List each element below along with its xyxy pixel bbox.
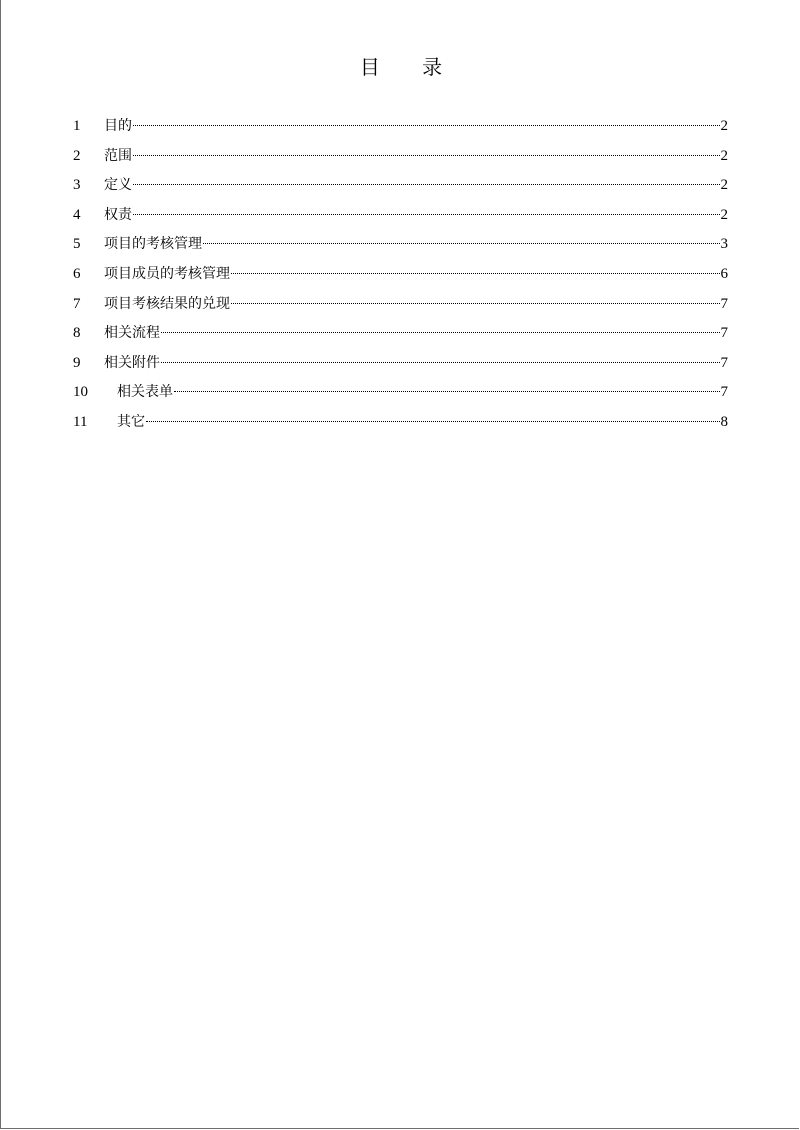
toc-title: 目 录 <box>359 55 461 79</box>
toc-entry[interactable] <box>73 201 728 231</box>
toc-entry-number: 8 <box>73 325 81 342</box>
toc-entry-number: 7 <box>73 295 81 312</box>
toc-dot-leader <box>133 183 720 185</box>
toc-entry-label: 定义 <box>104 177 132 194</box>
toc-entry[interactable] <box>73 349 728 379</box>
toc-entry-number: 2 <box>73 147 81 164</box>
toc-entry-label: 权责 <box>104 206 132 223</box>
toc-entry-label: 其它 <box>117 413 145 430</box>
toc-entry-label: 范围 <box>104 147 132 164</box>
toc-entry-label: 项目成员的考核管理 <box>104 265 230 282</box>
toc-entry-number: 6 <box>73 265 81 282</box>
toc-entry[interactable] <box>73 112 728 142</box>
toc-entry-page: 7 <box>720 384 728 401</box>
toc-dot-leader <box>231 302 720 304</box>
toc-entry-label: 目的 <box>104 118 132 134</box>
toc-entry-page: 2 <box>720 206 728 223</box>
toc-dot-leader <box>161 361 720 363</box>
toc-entry[interactable] <box>73 319 728 349</box>
toc-entry-number: 9 <box>73 354 81 371</box>
toc-entry-label: 相关表单 <box>117 384 173 401</box>
toc-entry[interactable] <box>73 378 728 408</box>
toc-entry[interactable] <box>73 290 728 320</box>
toc-entry-page: 2 <box>720 118 728 134</box>
toc-entry-label: 相关附件 <box>104 354 160 371</box>
toc-dot-leader <box>133 154 720 156</box>
toc-entry-number: 4 <box>73 206 81 223</box>
toc-entry-label: 项目考核结果的兑现 <box>104 295 230 312</box>
toc-entry-page: 7 <box>720 295 728 312</box>
toc-entry[interactable] <box>73 260 728 290</box>
toc-entry[interactable] <box>73 230 728 260</box>
toc-entry-page: 7 <box>720 354 728 371</box>
toc-entry-number: 5 <box>73 236 81 253</box>
toc-dot-leader <box>133 124 720 126</box>
toc-entry-label: 相关流程 <box>104 325 160 342</box>
toc-entry[interactable] <box>73 142 728 172</box>
toc-entry-label: 项目的考核管理 <box>104 236 202 253</box>
toc-entry-number: 3 <box>73 177 81 194</box>
toc-entry-number: 10 <box>73 384 88 401</box>
toc-entry[interactable] <box>73 171 728 201</box>
toc-entry-page: 2 <box>720 147 728 164</box>
toc-entry-number: 11 <box>73 413 88 430</box>
toc-dot-leader <box>203 242 720 244</box>
toc-list <box>73 112 728 438</box>
toc-dot-leader <box>146 420 720 422</box>
toc-dot-leader <box>174 390 720 392</box>
toc-dot-leader <box>231 272 720 274</box>
toc-entry-page: 6 <box>720 265 728 282</box>
toc-entry-number: 1 <box>73 118 81 134</box>
toc-entry[interactable] <box>73 408 728 438</box>
toc-dot-leader <box>133 213 720 215</box>
toc-entry-page: 7 <box>720 325 728 342</box>
toc-entry-page: 8 <box>720 413 728 430</box>
toc-entry-page: 2 <box>720 177 728 194</box>
toc-entry-page: 3 <box>720 236 728 253</box>
toc-dot-leader <box>161 331 720 333</box>
